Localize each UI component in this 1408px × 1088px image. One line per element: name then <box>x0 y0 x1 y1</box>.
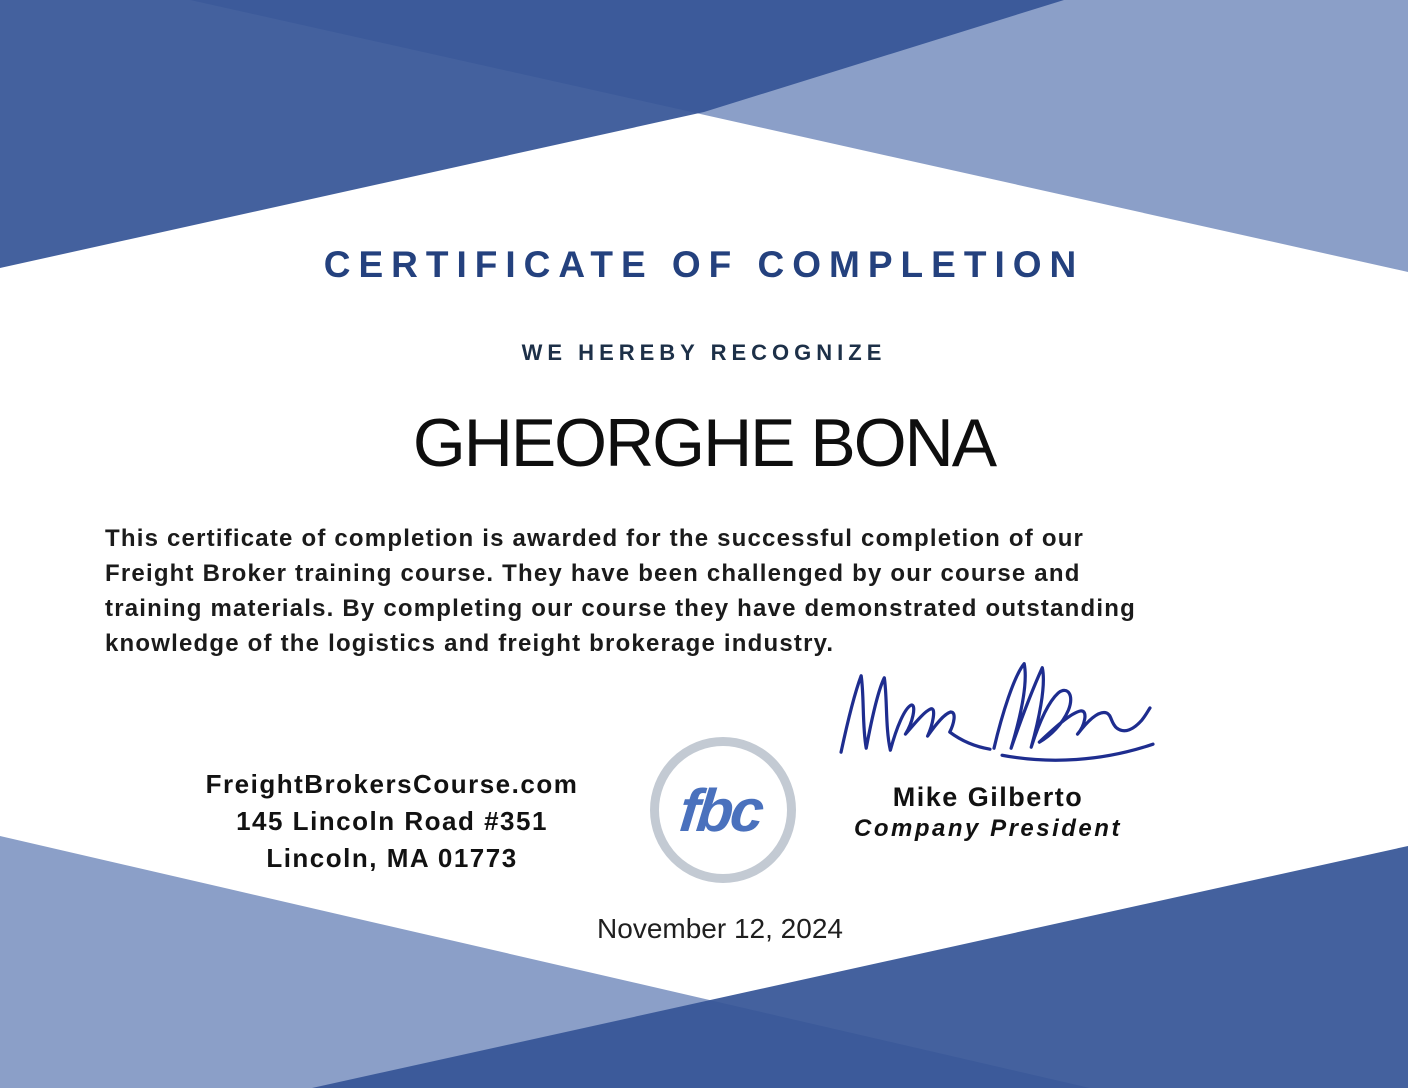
signer-name: Mike Gilberto <box>892 782 1084 812</box>
certificate-body <box>105 521 1345 661</box>
recipient-name: GHEORGHE BONA <box>412 405 996 481</box>
signature-icon <box>833 650 1155 784</box>
body-line: This certificate of completion is awarded for the successful completion of our <box>105 525 1085 552</box>
signer-title: Company President <box>854 815 1122 842</box>
body-line: training materials. By completing our course they have demonstrated outstanding <box>105 595 1136 622</box>
fbc-logo <box>650 737 796 883</box>
body-line: Freight Broker training course. They have been challenged by our course and <box>105 560 1081 587</box>
issuer-block <box>157 766 627 877</box>
issuer-website: FreightBrokersCourse.com <box>205 769 579 799</box>
signature-image <box>833 650 1155 784</box>
fbc-logo-text: fbc <box>675 776 765 844</box>
certificate-title: CERTIFICATE OF COMPLETION <box>323 244 1085 285</box>
certificate-date: November 12, 2024 <box>597 913 843 944</box>
body-line: knowledge of the logistics and freight brokerage industry. <box>105 630 835 657</box>
issuer-address-line2: Lincoln, MA 01773 <box>266 843 518 873</box>
issuer-address-line1: 145 Lincoln Road #351 <box>236 806 548 836</box>
recognition-label: WE HEREBY RECOGNIZE <box>521 340 887 365</box>
